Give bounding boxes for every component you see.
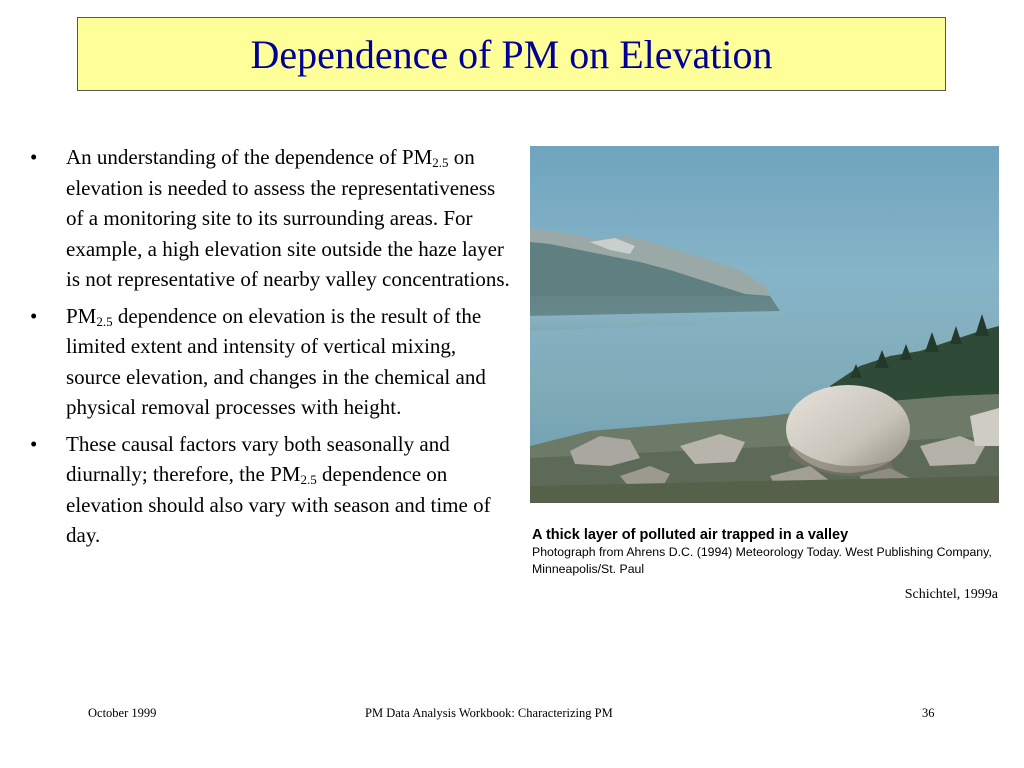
bullet-text-post: dependence on elevation is the result of the limited extent and intensity of vertical mixing, source elevation, and changes in the chemical and physical removal processes with height. bbox=[66, 303, 486, 419]
bullet-item bbox=[30, 142, 510, 295]
slide-title: Dependence of PM on Elevation bbox=[250, 31, 773, 77]
footer-title: PM Data Analysis Workbook: Characterizing PM bbox=[365, 706, 613, 720]
attribution: Schichtel, 1999a bbox=[904, 587, 998, 602]
title-box bbox=[77, 17, 946, 91]
page-number: 36 bbox=[922, 706, 935, 720]
valley-haze-photo bbox=[530, 146, 999, 503]
caption-credit: Photograph from Ahrens D.C. (1994) Meteorology Today. West Publishing Company, Minneapolis/St. Paul bbox=[532, 545, 992, 576]
bullet-text-post: on elevation is needed to assess the representativeness of a monitoring site to its surrounding areas. For example, a high elevation site outside the haze layer is not representative of nearby valley concentrations. bbox=[66, 145, 510, 291]
footer-date: October 1999 bbox=[88, 706, 157, 720]
bullet-marker: • bbox=[30, 431, 38, 456]
bullet-item bbox=[30, 429, 510, 551]
bullet-list bbox=[30, 142, 510, 557]
bullet-marker: • bbox=[30, 145, 38, 169]
caption-title: A thick layer of polluted air trapped in a valley bbox=[532, 527, 849, 543]
landscape-illustration bbox=[530, 146, 999, 503]
subscript: 2.5 bbox=[432, 155, 449, 170]
bullet-text-pre: PM bbox=[66, 303, 97, 328]
photo-caption bbox=[532, 526, 1002, 578]
bullet-item bbox=[30, 301, 510, 423]
bullet-text-pre: An understanding of the dependence of PM bbox=[66, 145, 433, 169]
bullet-marker: • bbox=[30, 303, 38, 328]
subscript: 2.5 bbox=[300, 472, 317, 487]
bullet-text-post: dependence on elevation should also vary with season and time of day. bbox=[66, 462, 491, 547]
bullet-text-pre: These causal factors vary both seasonally and diurnally; therefore, the PM bbox=[66, 431, 450, 486]
subscript: 2.5 bbox=[96, 313, 113, 329]
